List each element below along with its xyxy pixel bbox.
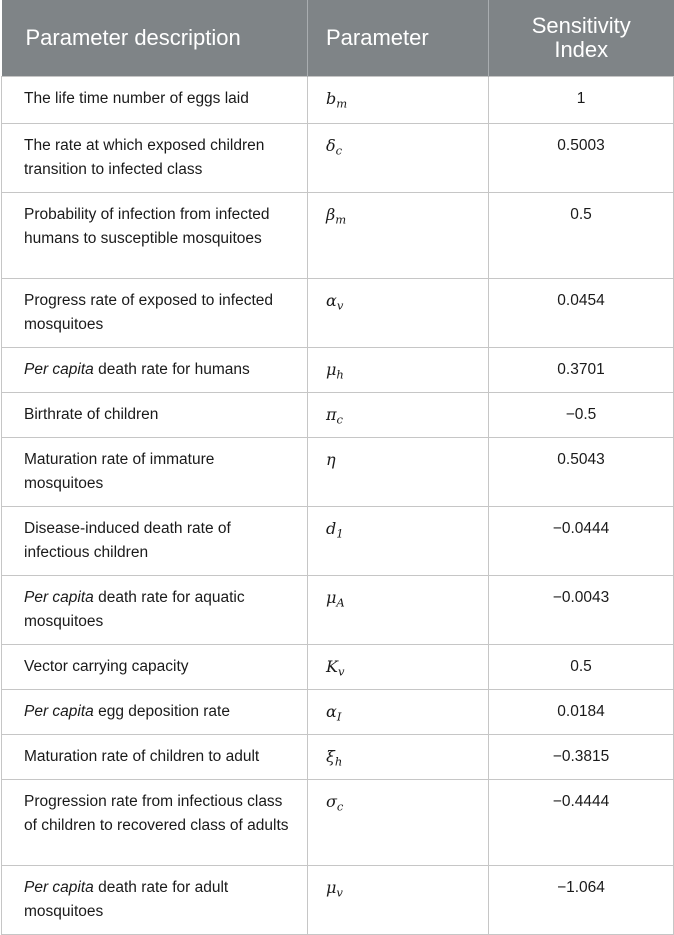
description-text: death rate for adult mosquitoes <box>24 878 229 920</box>
parameter-symbol: K <box>326 656 338 676</box>
header-description: Parameter description <box>2 0 308 76</box>
parameter-subscript: 1 <box>336 525 344 540</box>
parameter-cell <box>308 437 489 506</box>
description-cell <box>2 779 308 865</box>
parameter-symbol: α <box>326 701 337 721</box>
description-text: Birthrate of children <box>24 405 159 423</box>
description-cell <box>2 575 308 644</box>
parameter-subscript: v <box>337 663 345 678</box>
table-row <box>2 689 674 734</box>
parameter-subscript: h <box>334 753 343 768</box>
table-row <box>2 506 674 575</box>
parameter-cell <box>308 123 489 192</box>
description-cell <box>2 734 308 779</box>
table-row <box>2 437 674 506</box>
table-row <box>2 392 674 437</box>
sensitivity-value: 0.3701 <box>489 347 674 392</box>
description-text: egg deposition rate <box>93 702 230 720</box>
description-cell <box>2 192 308 278</box>
parameter-symbol: π <box>326 404 337 424</box>
parameter-cell <box>308 392 489 437</box>
table-row <box>2 779 674 865</box>
description-text: The rate at which exposed children transition to infected class <box>24 136 265 178</box>
description-cell <box>2 278 308 347</box>
parameter-subscript: h <box>336 366 344 381</box>
parameter-cell <box>308 506 489 575</box>
sensitivity-value: −1.064 <box>489 865 674 934</box>
parameter-symbol: β <box>326 204 336 224</box>
sensitivity-value: −0.3815 <box>489 734 674 779</box>
parameter-subscript: v <box>336 884 343 899</box>
description-cell <box>2 123 308 192</box>
description-italic: Per capita <box>24 360 94 378</box>
description-text: Probability of infection from infected humans to susceptible mosquitoes <box>24 205 270 247</box>
description-text: Maturation rate of immature mosquitoes <box>24 450 215 492</box>
parameter-subscript: A <box>336 594 345 609</box>
table-row <box>2 734 674 779</box>
description-cell <box>2 347 308 392</box>
description-cell <box>2 392 308 437</box>
sensitivity-value: −0.0043 <box>489 575 674 644</box>
sensitivity-value: −0.0444 <box>489 506 674 575</box>
parameter-cell <box>308 734 489 779</box>
table-row <box>2 575 674 644</box>
parameter-cell <box>308 347 489 392</box>
parameter-symbol: σ <box>326 791 337 811</box>
table-row <box>2 865 674 934</box>
sensitivity-value: 0.5003 <box>489 123 674 192</box>
table-row <box>2 192 674 278</box>
parameter-symbol: μ <box>326 359 337 379</box>
description-text: Disease-induced death rate of infectious children <box>24 519 231 561</box>
description-italic: Per capita <box>24 588 94 606</box>
parameter-subscript: c <box>335 142 343 157</box>
header-sensitivity-index <box>489 0 674 76</box>
sensitivity-table <box>1 0 674 935</box>
table-body <box>2 76 674 934</box>
table-row <box>2 347 674 392</box>
description-text: Progression rate from infectious class of children to recovered class of adults <box>24 792 289 834</box>
description-text: death rate for humans <box>93 360 250 378</box>
parameter-symbol: ξ <box>326 746 335 766</box>
description-cell <box>2 644 308 689</box>
description-text: Progress rate of exposed to infected mosquitoes <box>24 291 274 333</box>
parameter-cell <box>308 644 489 689</box>
sensitivity-value: 0.0184 <box>489 689 674 734</box>
table-row <box>2 123 674 192</box>
description-italic: Per capita <box>24 878 94 896</box>
table-row <box>2 278 674 347</box>
description-text: The life time number of eggs laid <box>24 89 249 107</box>
description-cell <box>2 865 308 934</box>
description-cell <box>2 689 308 734</box>
header-row <box>2 0 674 76</box>
description-text: Maturation rate of children to adult <box>24 747 260 765</box>
header-sensitivity-line1: Sensitivity <box>531 12 631 38</box>
parameter-symbol: μ <box>326 877 337 897</box>
sensitivity-value: 0.5043 <box>489 437 674 506</box>
table-row <box>2 76 674 123</box>
parameter-cell <box>308 192 489 278</box>
parameter-cell <box>308 689 489 734</box>
sensitivity-value: −0.5 <box>489 392 674 437</box>
header-sensitivity-line2: Index <box>554 36 609 62</box>
parameter-subscript: c <box>336 411 343 426</box>
parameter-cell <box>308 779 489 865</box>
parameter-subscript: I <box>336 708 342 723</box>
parameter-subscript: c <box>336 798 344 813</box>
parameter-symbol: b <box>326 88 337 108</box>
description-cell <box>2 76 308 123</box>
parameter-symbol: δ <box>326 135 336 155</box>
parameter-cell <box>308 865 489 934</box>
parameter-symbol: μ <box>326 587 337 607</box>
parameter-symbol: d <box>326 518 337 538</box>
sensitivity-value: 0.5 <box>489 644 674 689</box>
sensitivity-value: 1 <box>489 76 674 123</box>
sensitivity-value: 0.5 <box>489 192 674 278</box>
parameter-subscript: m <box>336 95 348 110</box>
description-cell <box>2 437 308 506</box>
parameter-subscript: v <box>336 297 344 312</box>
table-header <box>2 0 674 76</box>
parameter-cell <box>308 76 489 123</box>
table-row <box>2 644 674 689</box>
description-text: Vector carrying capacity <box>24 657 189 675</box>
header-parameter: Parameter <box>308 0 489 76</box>
parameter-symbol: η <box>326 449 336 469</box>
sensitivity-value: 0.0454 <box>489 278 674 347</box>
sensitivity-value: −0.4444 <box>489 779 674 865</box>
parameter-cell <box>308 278 489 347</box>
parameter-cell <box>308 575 489 644</box>
description-italic: Per capita <box>24 702 94 720</box>
description-text: death rate for aquatic mosquitoes <box>24 588 245 630</box>
parameter-symbol: α <box>326 290 337 310</box>
description-cell <box>2 506 308 575</box>
parameter-subscript: m <box>335 211 347 226</box>
